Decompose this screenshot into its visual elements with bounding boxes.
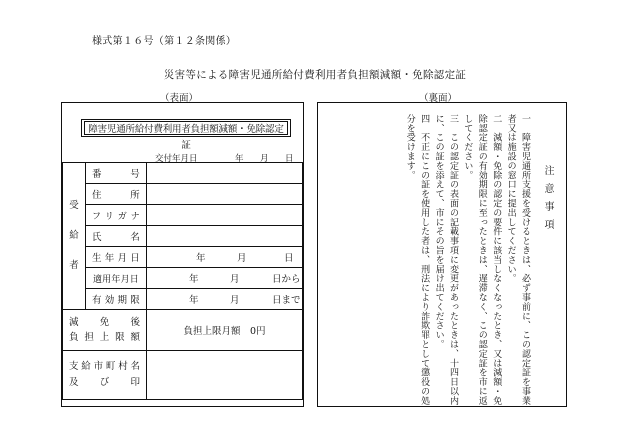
issue-date-year: 年 bbox=[235, 154, 244, 164]
form-number: 様式第１６号（第１２条関係） bbox=[92, 36, 237, 47]
recipient-heading-char: 者 bbox=[69, 260, 79, 271]
recipient-heading-char: 給 bbox=[69, 230, 79, 241]
table-row bbox=[63, 205, 303, 226]
note-text: 不正にこの証を使用した者は、刑法により詐欺罪として懲役の処分を受けます。 bbox=[404, 114, 430, 406]
note-text: この認定証の表面の記載事項に変更があったときは、十四日以内に、この証を添えて、市にその旨を届け出てください。 bbox=[433, 114, 458, 406]
table-row bbox=[63, 351, 303, 400]
recipient-table bbox=[62, 162, 303, 400]
expiry-month: 月 bbox=[229, 295, 240, 306]
effective-date-value bbox=[147, 268, 303, 289]
effective-date-year: 年 bbox=[188, 274, 199, 285]
document-title: 災害等による障害児通所給付費利用者負担額減額・免除認定証 bbox=[163, 69, 467, 81]
recipient-heading bbox=[63, 163, 86, 310]
table-row bbox=[63, 289, 303, 310]
certificate-name-box bbox=[84, 121, 288, 151]
birthdate-label: 生年月日 bbox=[86, 247, 147, 268]
payer-label-line-1: 支給市町村名 bbox=[69, 361, 140, 372]
expiry-day: 日まで bbox=[272, 295, 301, 306]
front-side-label: （表面） bbox=[160, 93, 199, 104]
payer-label-line-2: 及び印 bbox=[69, 377, 140, 388]
birthdate-year: 年 bbox=[195, 253, 206, 264]
certificate-name: 障害児通所給付費利用者負担額減額・免除認定証 bbox=[88, 124, 284, 151]
note-number: 二 bbox=[491, 114, 502, 124]
name-value bbox=[147, 226, 303, 247]
issue-date-day: 日 bbox=[285, 154, 294, 164]
table-row bbox=[63, 226, 303, 247]
table-row bbox=[63, 163, 303, 184]
effective-date-month: 月 bbox=[229, 274, 240, 285]
payer-label-cell bbox=[63, 351, 147, 400]
payer-value bbox=[147, 351, 303, 400]
back-side-label: （裏面） bbox=[419, 93, 458, 104]
birthdate-month: 月 bbox=[236, 253, 247, 264]
table-row bbox=[63, 310, 303, 351]
furigana-label: フリガナ bbox=[86, 205, 147, 226]
note-item bbox=[431, 114, 460, 414]
number-label: 番号 bbox=[86, 163, 147, 184]
table-row bbox=[63, 247, 303, 268]
reduction-label-line-2: 負担上限額 bbox=[69, 332, 140, 343]
note-text: 障害児通所支援を受けるときは、必ず事前に、この認定証を事業者又は施設の窓口に提出してください。 bbox=[505, 114, 530, 406]
note-number: 三 bbox=[447, 114, 458, 124]
note-item bbox=[503, 114, 532, 414]
note-number: 一 bbox=[520, 114, 530, 124]
expiry-label: 有効期限 bbox=[86, 289, 147, 310]
number-value bbox=[147, 163, 303, 184]
table-row bbox=[63, 184, 303, 205]
expiry-value bbox=[147, 289, 303, 310]
note-number: 四 bbox=[419, 114, 430, 124]
note-item bbox=[460, 114, 503, 414]
address-label: 住所 bbox=[86, 184, 147, 205]
reduction-label-cell bbox=[63, 310, 147, 351]
effective-date-label: 適用年月日 bbox=[86, 268, 147, 289]
notes-list bbox=[332, 114, 532, 414]
birthdate-day: 日 bbox=[284, 253, 294, 264]
note-text: 減額・免除の認定の要件に該当しなくなったとき、又は減額・免除認定証の有効期限に至ったときは、遅滞なく、この認定証を市に返してください。 bbox=[462, 114, 502, 406]
table-row bbox=[63, 268, 303, 289]
reduction-label-line-1: 減免後 bbox=[69, 317, 140, 328]
reduction-value: 負担上限月額 0円 bbox=[147, 310, 303, 351]
name-label: 氏名 bbox=[86, 226, 147, 247]
note-item bbox=[402, 114, 431, 414]
issue-date-month: 月 bbox=[260, 154, 269, 164]
recipient-heading-char: 受 bbox=[69, 200, 79, 211]
notes-title: 注意事項 bbox=[542, 165, 553, 237]
furigana-value bbox=[147, 205, 303, 226]
address-value bbox=[147, 184, 303, 205]
birthdate-value bbox=[147, 247, 303, 268]
issue-date-label: 交付年月日 bbox=[155, 154, 198, 164]
expiry-year: 年 bbox=[188, 295, 199, 306]
effective-date-day: 日から bbox=[272, 274, 301, 285]
